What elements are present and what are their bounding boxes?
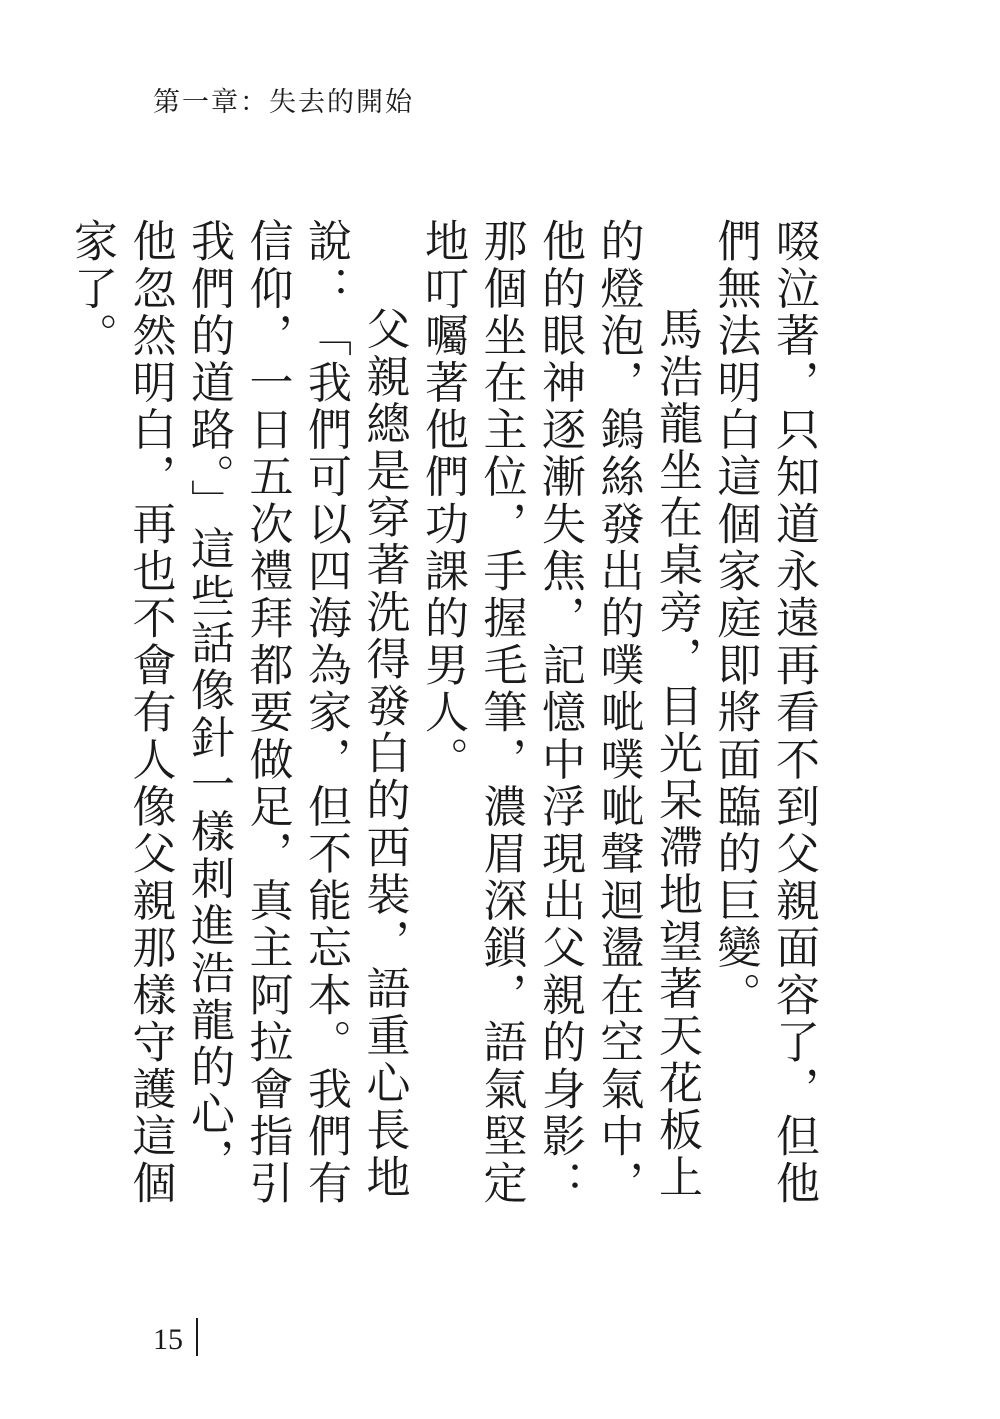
body-text	[62, 218, 823, 1228]
page-number: 15	[153, 1323, 183, 1356]
chapter-title: 第一章：失去的開始	[153, 87, 414, 118]
page-number-divider	[196, 1318, 198, 1356]
paragraph-1: 啜泣著，只知道永遠再看不到父親面容了，但他們無法明白這個家庭即將面臨的巨變。	[709, 218, 819, 1208]
paragraph-2: 馬浩龍坐在桌旁，目光呆滯地望著天花板上的燈泡，鎢絲發出的噗呲噗呲聲迴盪在空氣中，他的眼神逐漸失焦，記憶中浮現出父親的身影：那個坐在主位，手握毛筆，濃眉深鎖，語氣堅定地叮囑著他們功課的男人。	[417, 218, 702, 1208]
paragraph-3: 父親總是穿著洗得發白的西裝，語重心長地說：「我們可以四海為家，但不能忘本。我們有信仰，一日五次禮拜都要做足，真主阿拉會指引我們的道路。」這些話像針一樣刺進浩龍的心，他忽然明白，再也不會有人像父親那樣守護這個家了。	[66, 218, 410, 1208]
